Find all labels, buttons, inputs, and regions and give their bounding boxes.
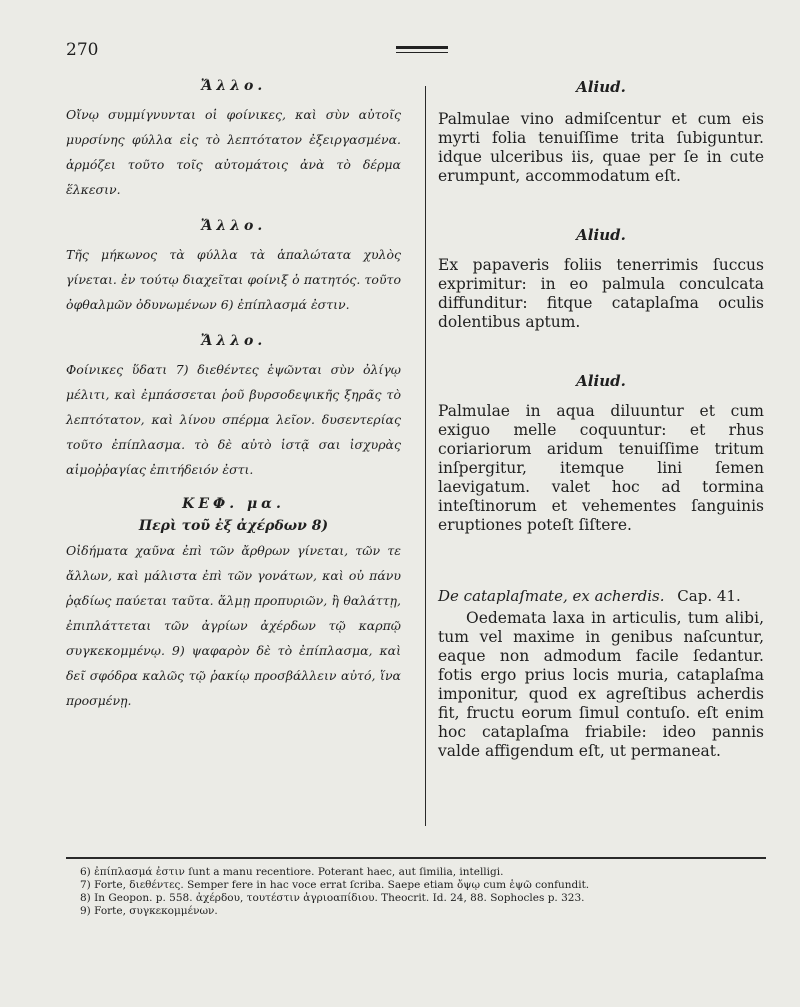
latin-heading-1: Aliud. xyxy=(576,78,626,96)
footnote-rule xyxy=(66,857,766,859)
greek-paragraph-3: Φοίνικες ὕδατι 7) διεθέντες ἑψῶνται σὺν ὀλίγῳ μέλιτι, καὶ ἐμπάσσεται ῥοῦ βυρσοδεψικῆς ξηρᾶς τὸ λεπτότατον, καὶ λίνου σπέρμα λεῖον. δυσεντερίας τοῦτο ἐπίπλασμα. τὸ δὲ αὐτὸ ἱστᾷ σαι ἰσχυρὰς αἱμοῤῥαγίας ἐπιτήδειόν ἐστι. xyxy=(66,362,401,477)
footnote-8: 8) In Geopon. p. 558. ἀχέρδου, τουτέστιν ἀγριοαπίδιου. Theocrit. Id. 24, 88. Sophocles p. 323. xyxy=(80,892,585,904)
latin-paragraph-4: Oedemata laxa in articulis, tum alibi, tum vel maxime in genibus naſcuntur, eaque non admodum facile ſedantur. fotis ergo prius locis muria, cataplaſma imponitur, quod ex agreſtibus acherdis fit, fructu eorum ſimul contuſo. eſt enim hoc cataplaſma friabile: ideo pannis valde affigendum eſt, ut permaneat. xyxy=(438,609,764,760)
latin-heading-2: Aliud. xyxy=(576,226,626,244)
latin-heading-3: Aliud. xyxy=(576,372,626,390)
page-number: 270 xyxy=(66,40,99,60)
greek-paragraph-1: Οἴνῳ συμμίγνυνται οἱ φοίνικες, καὶ σὺν αὐτοῖς μυρσίνης φύλλα εἰς τὸ λεπτότατον ἐξειργασμένα. ἁρμόζει τοῦτο τοῖς αὐτομάτοις ἀνὰ τὸ δέρμα ἕλκεσιν. xyxy=(66,107,401,197)
latin-chapter-number: Cap. 41. xyxy=(677,587,741,605)
latin-chapter-title: De cataplaſmate, ex acherdis. xyxy=(438,587,665,605)
latin-paragraph-3: Palmulae in aqua diluuntur et cum exiguo melle coquuntur: et rhus coriariorum aridum tenuiſſime tritum inſpergitur, itemque lini ſemen laevigatum. valet hoc ad tormina inteſtinorum et vehementes ſanguinis eruptiones poteſt ſiſtere. xyxy=(438,402,764,534)
footnotes xyxy=(80,866,760,918)
greek-heading-1: Ἄλλο. xyxy=(200,78,267,94)
footnote-6: 6) ἐπίπλασμά ἐστιν ſunt a manu recentiore. Poterant haec, aut ſimilia, intelligi. xyxy=(80,866,504,878)
column-divider xyxy=(425,86,426,826)
latin-chapter-heading xyxy=(438,587,764,605)
greek-heading-2: Ἄλλο. xyxy=(200,218,267,234)
greek-heading-3: Ἄλλο. xyxy=(200,333,267,349)
greek-chapter-title: Περὶ τοῦ ἐξ ἀχέρδων 8) xyxy=(138,518,329,534)
latin-paragraph-2: Ex papaveris foliis tenerrimis ſuccus exprimitur: in eo palmula conculcata diffunditur: fitque cataplaſma oculis dolentibus aptum. xyxy=(438,256,764,331)
greek-paragraph-2: Τῆς μήκωνος τὰ φύλλα τὰ ἁπαλώτατα χυλὸς γίνεται. ἐν τούτῳ διαχεῖται φοίνιξ ὁ πατητός. τοῦτο ὀφθαλμῶν ὀδυνωμένων 6) ἐπίπλασμά ἐστιν. xyxy=(66,247,401,312)
greek-paragraph-4: Οἰδήματα χαῦνα ἐπὶ τῶν ἄρθρων γίνεται, τῶν τε ἄλλων, καὶ μάλιστα ἐπὶ τῶν γονάτων, καὶ οὐ πάνυ ῥᾳδίως παύεται ταῦτα. ἅλμῃ προπυριῶν, ἢ θαλάττῃ, ἐπιπλάττεται τῶν ἀγρίων ἀχέρδων τῷ καρπῷ συγκεκομμένῳ. 9) ψαφαρὸν δὲ τὸ ἐπίπλασμα, καὶ δεῖ σφόδρα καλῶς τῷ ῥακίῳ προσβάλλειν αὐτό, ἵνα προσμένῃ. xyxy=(66,543,401,708)
footnote-7: 7) Forte, διεθέντες. Semper fere in hac voce errat ſcriba. Saepe etiam ὄψῳ cum ἑψῶ confundit. xyxy=(80,879,590,891)
latin-column xyxy=(438,78,764,761)
footnote-9: 9) Forte, συγκεκομμένων. xyxy=(80,905,218,917)
greek-column xyxy=(66,78,401,713)
greek-chapter-heading: ΚΕΦ. μα. xyxy=(182,496,285,512)
header-rule xyxy=(396,46,448,53)
latin-paragraph-1: Palmulae vino admiſcentur et cum eis myrti folia tenuiſſime trita ſubiguntur. idque ulceribus iis, quae per ſe in cute erumpunt, accommodatum eſt. xyxy=(438,110,764,185)
